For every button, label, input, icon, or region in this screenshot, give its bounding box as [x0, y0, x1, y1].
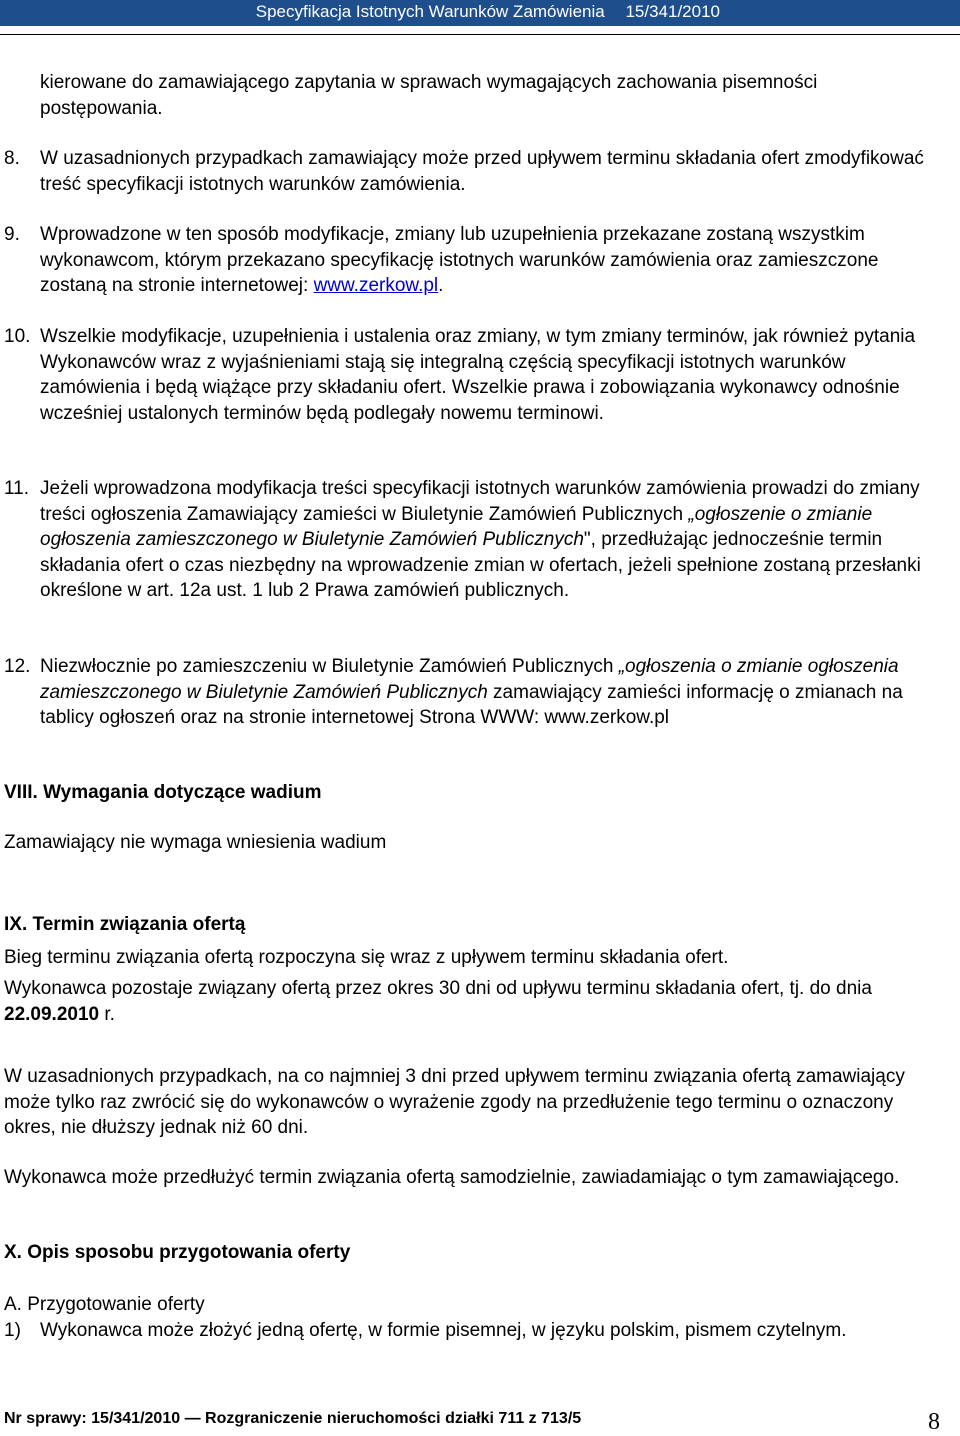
item-text: Wprowadzone w ten sposób modyfikacje, zmiany lub uzupełnienia przekazane zostaną wszystkim wykonawcom, którym przekazano specyfikację istotnych warunków zamówienia oraz zamieszczone zostaną na stronie internetowej: www.zerkow.pl. [40, 224, 879, 296]
list-item-10 [4, 324, 924, 426]
deadline-date: 22.09.2010 [4, 1003, 100, 1025]
list-item-11 [4, 476, 924, 604]
item-number: 1) [4, 1320, 21, 1341]
item-text: Niezwłocznie po zamieszczeniu w Biuletynie Zamówień Publicznych „ogłoszenia o zmianie ogłoszenia zamieszczonego w Biuletynie Zamówień Publicznych zamawiający zamieści informację o zmianach na tablicy ogłoszeń oraz na stronie internetowej Strona WWW: www.zerkow.pl [40, 656, 903, 728]
section-ix-p1: Bieg terminu związania ofertą rozpoczyna się wraz z upływem terminu składania ofert. [4, 947, 729, 968]
page-header [0, 0, 960, 26]
list-item-9 [4, 222, 924, 299]
section-viii-text: Zamawiający nie wymaga wniesienia wadium [4, 832, 387, 853]
header-number: 15/341/2010 [625, 2, 720, 21]
section-x-subheading: A. Przygotowanie oferty [4, 1294, 205, 1315]
item-number: 11. [4, 478, 30, 499]
section-ix-heading: IX. Termin związania ofertą [4, 914, 246, 935]
italic-quote: „ogłoszenie o zmianie ogłoszenia zamieszczonego w Biuletynie Zamówień Publicznych [40, 503, 873, 550]
section-viii-heading: VIII. Wymagania dotyczące wadium [4, 782, 322, 803]
item-number: 10. [4, 326, 31, 347]
item-text: W uzasadnionych przypadkach zamawiający może przed upływem terminu składania ofert zmodyfikować treść specyfikacji istotnych warunków zamówienia. [40, 148, 924, 195]
section-ix-p4: Wykonawca może przedłużyć termin związania ofertą samodzielnie, zawiadamiając o tym zamawiającego. [4, 1167, 900, 1188]
item-text: Wykonawca może złożyć jedną ofertę, w formie pisemnej, w języku polskim, pismem czytelnym. [40, 1320, 847, 1341]
header-title: Specyfikacja Istotnych Warunków Zamówienia [255, 2, 605, 21]
footer-case-number: Nr sprawy: 15/341/2010 — Rozgraniczenie nieruchomości działki 711 z 713/5 [4, 1410, 582, 1427]
list-item-12 [4, 654, 924, 731]
item-number: 9. [4, 224, 20, 245]
section-x-heading: X. Opis sposobu przygotowania oferty [4, 1242, 351, 1263]
header-divider [0, 34, 960, 35]
item-text: Wszelkie modyfikacje, uzupełnienia i ustalenia oraz zmiany, w tym zmiany terminów, jak również pytania Wykonawców wraz z wyjaśnieniami stają się integralną częścią specyfikacji istotnych warunków zamówienia i będą wiążące przy składaniu ofert. Wszelkie prawa i zobowiązania wykonawcy odnośnie wcześniej ustalonych terminów będą podlegały nowemu terminowi. [40, 326, 916, 424]
item-number: 12. [4, 656, 31, 677]
intro-text: kierowane do zamawiającego zapytania w sprawach wymagających zachowania pisemności postępowania. [40, 72, 818, 119]
list-item-1 [4, 1318, 924, 1344]
section-ix-p3: W uzasadnionych przypadkach, na co najmniej 3 dni przed upływem terminu związania ofertą zamawiający może tylko raz zwrócić się do wykonawców o wyrażenie zgody na przedłużenie tego terminu o oznaczony okres, nie dłuższy jednak niż 60 dni. [4, 1066, 905, 1138]
intro-paragraph [4, 70, 924, 121]
page-number: 8 [928, 1409, 940, 1435]
italic-quote: „ogłoszenia o zmianie ogłoszenia zamieszczonego w Biuletynie Zamówień Publicznych [40, 656, 899, 703]
item-number: 8. [4, 148, 20, 169]
website-link[interactable]: www.zerkow.pl [313, 275, 439, 296]
section-ix-p2: Wykonawca pozostaje związany ofertą przez okres 30 dni od upływu terminu składania ofert, tj. do dnia 22.09.2010 r. [4, 978, 872, 1025]
list-item-8 [4, 146, 924, 197]
item-text: Jeżeli wprowadzona modyfikacja treści specyfikacji istotnych warunków zamówienia prowadzi do zmiany treści ogłoszenia Zamawiający zamieści w Biuletynie Zamówień Publicznych „ogłoszenie o zmianie ogłoszenia zamieszczonego w Biuletynie Zamówień Publicznych", przedłużając jednocześnie termin składania ofert o czas niezbędny na wprowadzenie zmian w ofertach, jeżeli spełnione zostaną przesłanki określone w art. 12a ust. 1 lub 2 Prawa zamówień publicznych. [40, 478, 921, 601]
